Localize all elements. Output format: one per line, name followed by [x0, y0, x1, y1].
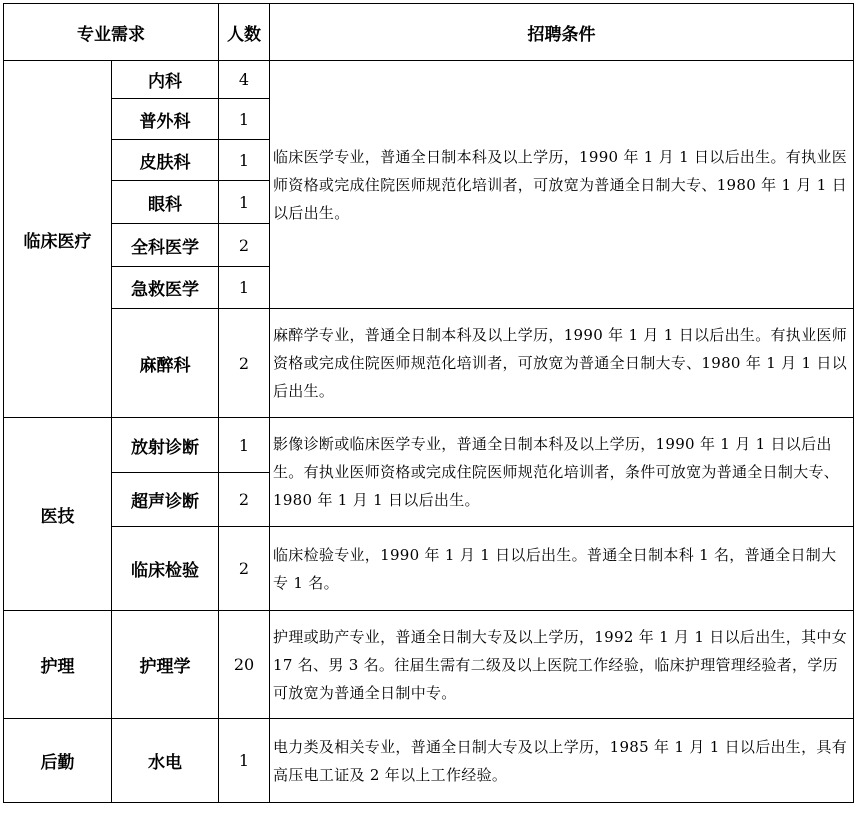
count-cell: 20 [219, 611, 270, 719]
requirement-cell: 临床检验专业，1990 年 1 月 1 日以后出生。普通全日制本科 1 名，普通全日制大专 1 名。 [270, 527, 854, 611]
specialty-cell: 皮肤科 [112, 140, 219, 181]
header-conditions: 招聘条件 [270, 4, 854, 61]
category-cell: 护理 [4, 611, 112, 719]
header-major: 专业需求 [4, 4, 219, 61]
count-cell: 1 [219, 99, 270, 140]
count-cell: 2 [219, 473, 270, 527]
table-row [4, 418, 854, 473]
count-cell: 1 [219, 267, 270, 309]
header-count: 人数 [219, 4, 270, 61]
specialty-cell: 急救医学 [112, 267, 219, 309]
table-row [4, 611, 854, 719]
specialty-cell: 临床检验 [112, 527, 219, 611]
specialty-cell: 眼科 [112, 181, 219, 224]
count-cell: 1 [219, 181, 270, 224]
count-cell: 1 [219, 418, 270, 473]
table-row [4, 309, 854, 418]
category-cell: 医技 [4, 418, 112, 611]
table-row [4, 527, 854, 611]
specialty-cell: 放射诊断 [112, 418, 219, 473]
specialty-cell: 超声诊断 [112, 473, 219, 527]
specialty-cell: 水电 [112, 719, 219, 803]
table-row [4, 719, 854, 803]
requirement-cell: 影像诊断或临床医学专业，普通全日制本科及以上学历，1990 年 1 月 1 日以后出生。有执业医师资格或完成住院医师规范化培训者，条件可放宽为普通全日制大专、1980 年 1 月 1 日以后出生。 [270, 418, 854, 527]
count-cell: 2 [219, 224, 270, 267]
specialty-cell: 普外科 [112, 99, 219, 140]
category-cell: 后勤 [4, 719, 112, 803]
count-cell: 4 [219, 61, 270, 99]
table-row [4, 61, 854, 99]
specialty-cell: 护理学 [112, 611, 219, 719]
requirement-cell: 护理或助产专业，普通全日制大专及以上学历，1992 年 1 月 1 日以后出生，其中女 17 名、男 3 名。往届生需有二级及以上医院工作经验，临床护理管理经验者，学历可放宽为普通全日制中专。 [270, 611, 854, 719]
specialty-cell: 麻醉科 [112, 309, 219, 418]
category-cell: 临床医疗 [4, 61, 112, 418]
requirement-cell: 临床医学专业，普通全日制本科及以上学历，1990 年 1 月 1 日以后出生。有执业医师资格或完成住院医师规范化培训者，可放宽为普通全日制大专、1980 年 1 月 1 日以后出生。 [270, 61, 854, 309]
recruitment-table [3, 3, 854, 803]
requirement-cell: 麻醉学专业，普通全日制本科及以上学历，1990 年 1 月 1 日以后出生。有执业医师资格或完成住院医师规范化培训者，可放宽为普通全日制大专、1980 年 1 月 1 日以后出生。 [270, 309, 854, 418]
specialty-cell: 内科 [112, 61, 219, 99]
requirement-cell: 电力类及相关专业，普通全日制大专及以上学历，1985 年 1 月 1 日以后出生，具有高压电工证及 2 年以上工作经验。 [270, 719, 854, 803]
count-cell: 1 [219, 140, 270, 181]
count-cell: 2 [219, 309, 270, 418]
header-row [4, 4, 854, 61]
count-cell: 1 [219, 719, 270, 803]
count-cell: 2 [219, 527, 270, 611]
specialty-cell: 全科医学 [112, 224, 219, 267]
